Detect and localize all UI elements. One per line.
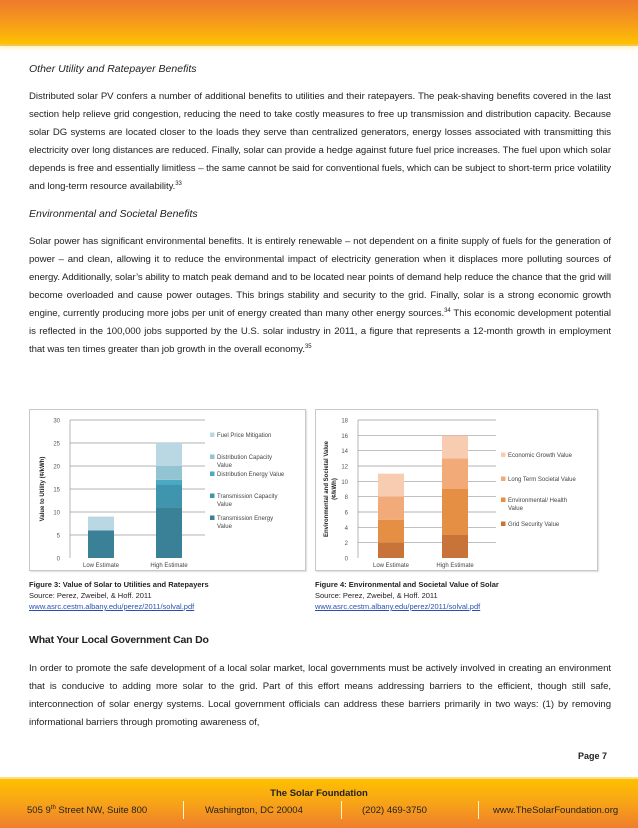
figure-4-caption [315,579,499,612]
header-bar [0,0,638,46]
bar-segment [156,443,182,466]
bar-segment [156,484,182,507]
legend-label: Fuel Price Mitigation [217,433,272,439]
bar-segment [442,458,468,489]
legend-swatch [501,522,506,527]
figure-4-chart [315,409,598,571]
y-tick-label: 15 [53,487,60,494]
legend-label: Environmental/ Health Value [508,498,568,512]
bar-segment [156,507,182,558]
y-tick-label: 0 [56,556,60,563]
legend-label: Grid Security Value [508,522,560,528]
figure-3-chart [29,409,306,571]
y-tick-label: 20 [53,464,60,471]
y-tick-label: 30 [53,418,60,425]
y-tick-label: 18 [341,418,348,425]
x-tick-label: Low Estimate [82,563,120,569]
bar-segment [442,435,468,458]
footer-city: Washington, DC 20004 [205,805,303,816]
paragraph-local-gov: In order to promote the safe development of a local solar market, local governments must be actively involved in creating an environment that is conducive to adding more solar to the grid. Part of this effort means addressing barriers to the efficient, though still safe, interconnection of solar energy systems. Local government officials can address these barriers primarily in two ways: (1) by removing informational barriers through promoting awareness of, [29,663,611,728]
section-heading-utility: Other Utility and Ratepayer Benefits [29,63,197,75]
y-tick-label: 16 [341,433,348,440]
x-tick-label: Low Estimate [372,563,410,569]
footnote-ref[interactable]: 33 [175,180,182,187]
y-tick-label: 4 [344,525,348,532]
figure-3-caption [29,579,209,612]
legend-swatch [501,477,506,482]
bar-segment [156,480,182,485]
figure-3-link[interactable]: www.asrc.cestm.albany.edu/perez/2011/solval.pdf [29,602,195,611]
figure-3-svg [30,410,305,570]
bar-segment [378,520,404,543]
bar-segment [442,535,468,558]
x-tick-label: High Estimate [150,563,188,569]
footnote-ref[interactable]: 34 [444,307,451,314]
legend-label: Transmission Energy Value [217,516,274,530]
paragraph-utility: Distributed solar PV confers a number of additional benefits to utilities and their ratepayers. The peak-shaving benefits covered in the last section help relieve grid congestion, reducing the need to take costly measures to free up transmission and distribution capacity. Because solar DG systems are located closer to the loads they serve than centralized generators, energy losses associated with transmitting this electricity over long distances are reduced. Finally, solar can provide a hedge against future fuel price increases. The fuel upon which solar depends is free and essentially limitless – the same cannot be said for conventional fuels, which can be subject to short-term price volatility and long-term resource availability.$^{33}$ [29,91,611,192]
bar-segment [88,530,114,558]
figure-4-svg [316,410,597,570]
figure-4-source: Source: Perez, Zweibel, & Hoff. 2011 [315,591,438,600]
footer-divider [341,801,342,819]
y-tick-label: 10 [53,510,60,517]
footer-address: 505 9th Street NW, Suite 800 [27,804,148,816]
page-content [29,62,611,359]
y-tick-label: 10 [341,479,348,486]
figure-4-title: Figure 4: Environmental and Societal Value of Solar [315,580,499,589]
footer-bar [0,777,638,828]
bar-segment [378,474,404,497]
bar-segment [88,517,114,531]
bar-segment [156,466,182,480]
figure-4-link[interactable]: www.asrc.cestm.albany.edu/perez/2011/solval.pdf [315,602,481,611]
legend-swatch [210,433,215,438]
paragraph-environmental: Solar power has significant environmental benefits. It is entirely renewable – not dependent on a finite supply of fuels for the generation of power – and clean, allowing it to reduce the environmental impact of electricity generation when it displaces more polluting sources of energy. Additionally, solar’s ability to match peak demand and to be located near points of demand help reduce the chance that the grid will become overloaded and cause power outages. This brings stability and security to the grid. Finally, solar is a strong economic growth engine, currently producing more jobs per unit of energy created than many other energy sources.$^{34}$ This economic development potential is reflected in the 100,000 jobs supported by the U.S. solar industry in 2011, a figure that represents a 12-month growth in employment that was ten times greater than job growth in the overall economy.$^{35}$ [29,236,611,355]
y-axis-label: Value to Utility (¢/kWh) [40,456,46,522]
legend-swatch [210,472,215,477]
legend-label: Transmission Capacity Value [217,494,278,508]
y-tick-label: 6 [344,510,348,517]
x-tick-label: High Estimate [436,563,474,569]
bar-segment [442,489,468,535]
y-tick-label: 5 [56,533,60,540]
footer-divider [183,801,184,819]
y-tick-label: 0 [344,556,348,563]
y-axis-label: Environmental and Societal Value (¢/kWh) [324,440,338,538]
legend-label: Long Term Societal Value [508,477,576,483]
legend-swatch [210,516,215,521]
local-gov-section [29,633,611,732]
footnote-ref[interactable]: 35 [304,343,312,350]
legend-swatch [501,453,506,458]
y-tick-label: 14 [341,449,348,456]
legend-label: Distribution Capacity Value [217,455,273,469]
footer-org-name: The Solar Foundation [270,788,368,799]
y-tick-label: 8 [344,495,348,502]
legend-swatch [210,455,215,460]
legend-label: Economic Growth Value [508,453,572,459]
page-number: Page 7 [577,751,607,761]
footer-phone: (202) 469-3750 [362,805,427,816]
footer-website[interactable]: www.TheSolarFoundation.org [493,805,619,816]
section-heading-local-gov: What Your Local Government Can Do [29,634,209,646]
y-tick-label: 2 [344,541,348,548]
bar-segment [378,497,404,520]
legend-label: Distribution Energy Value [217,472,285,478]
y-tick-label: 25 [53,441,60,448]
bar-segment [378,543,404,558]
footer-divider [478,801,479,819]
section-heading-environmental: Environmental and Societal Benefits [29,208,198,220]
figure-3-title: Figure 3: Value of Solar to Utilities and Ratepayers [29,580,209,589]
legend-swatch [210,494,215,499]
legend-swatch [501,498,506,503]
figure-3-source: Source: Perez, Zweibel, & Hoff. 2011 [29,591,152,600]
y-tick-label: 12 [341,464,348,471]
